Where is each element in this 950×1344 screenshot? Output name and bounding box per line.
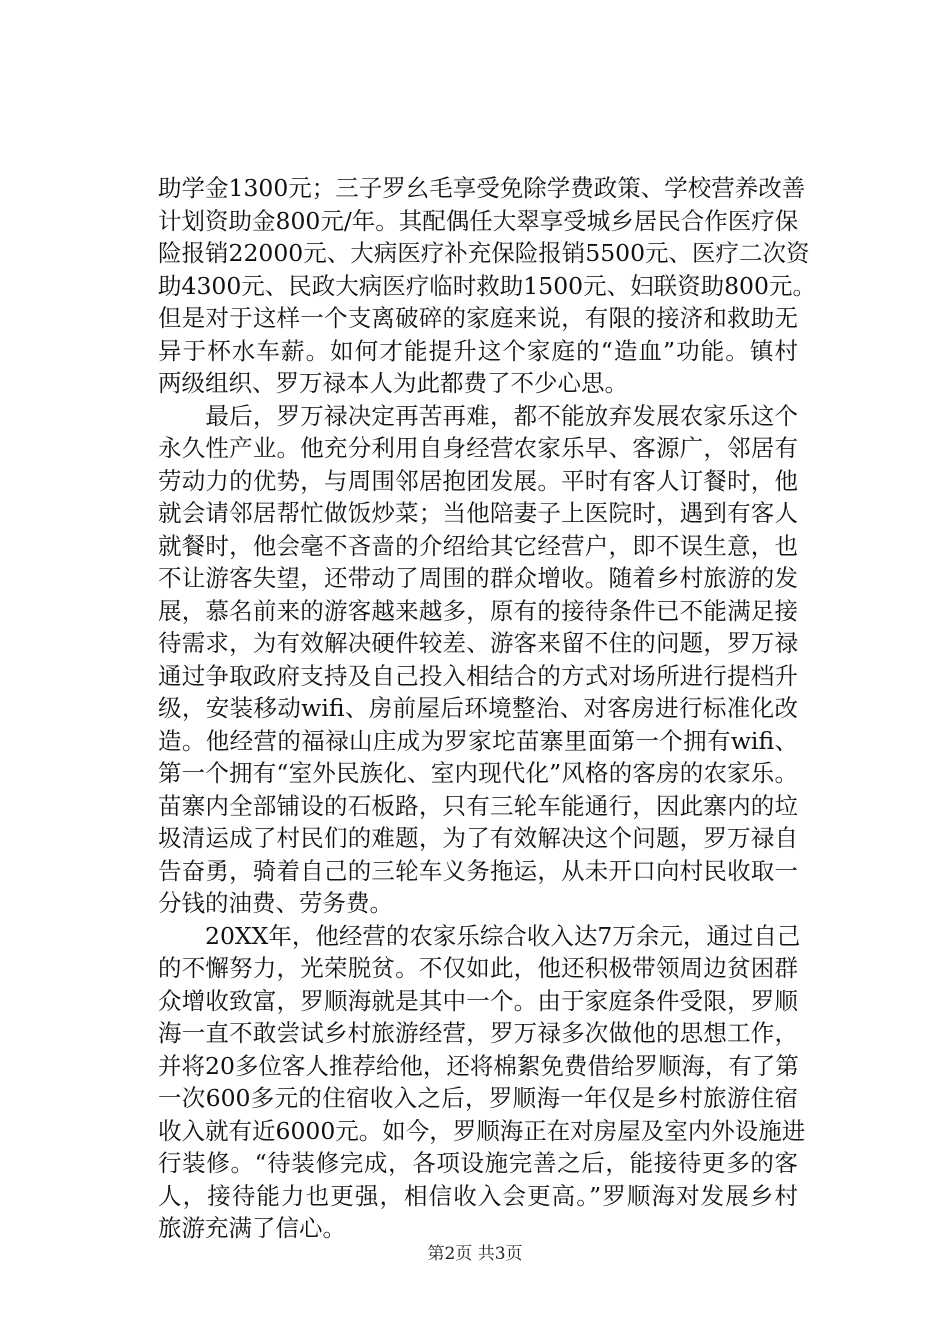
text-line: 劳动力的优势，与周围邻居抱团发展。平时有客人订餐时，他 bbox=[158, 466, 798, 495]
text-line: 险报销22000元、大病医疗补充保险报销5500元、医疗二次资 bbox=[158, 239, 810, 267]
text-line: 收入就有近6000元。如今，罗顺海正在对房屋及室内外设施进 bbox=[158, 1116, 806, 1145]
text-line: 第一个拥有“室外民族化、室内现代化”风格的客房的农家乐。 bbox=[158, 759, 798, 787]
text-line: 不让游客失望，还带动了周围的群众增收。随着乡村旅游的发 bbox=[158, 564, 798, 592]
text-line: 两级组织、罗万禄本人为此都费了不少心思。 bbox=[158, 369, 628, 397]
text-line: 计划资助金800元/年。其配偶任大翠享受城乡居民合作医疗保 bbox=[158, 206, 799, 235]
text-line: 行装修。“待装修完成，各项设施完善之后，能接待更多的客 bbox=[158, 1149, 798, 1177]
text-line: 圾清运成了村民们的难题，为了有效解决这个问题，罗万禄自 bbox=[158, 824, 798, 852]
text-line: 就餐时，他会毫不吝啬的介绍给其它经营户，即不误生意，也 bbox=[158, 531, 798, 560]
text-line: 旅游充满了信心。 bbox=[158, 1214, 346, 1242]
text-line: 人，接待能力也更强，相信收入会更高。”罗顺海对发展乡村 bbox=[158, 1181, 798, 1210]
text-line: 造。他经营的福禄山庄成为罗家坨苗寨里面第一个拥有wifi、 bbox=[158, 726, 798, 755]
text-line: 异于杯水车薪。如何才能提升这个家庭的“造血”功能。镇村 bbox=[158, 336, 798, 365]
text-line: 通过争取政府支持及自己投入相结合的方式对场所进行提档升 bbox=[158, 661, 798, 690]
text-line: 就会请邻居帮忙做饭炒菜；当他陪妻子上医院时，遇到有客人 bbox=[158, 499, 798, 527]
text-line: 告奋勇，骑着自己的三轮车义务拖运，从未开口向村民收取一 bbox=[158, 856, 798, 885]
text-line: 展，慕名前来的游客越来越多，原有的接待条件已不能满足接 bbox=[158, 596, 798, 625]
page-footer: 第2页 共3页 bbox=[427, 1244, 523, 1264]
text-line: 永久性产业。他充分利用自身经营农家乐早、客源广，邻居有 bbox=[158, 434, 798, 462]
text-line: 但是对于这样一个支离破碎的家庭来说，有限的接济和救助无 bbox=[158, 304, 798, 332]
text-line: 分钱的油费、劳务费。 bbox=[158, 889, 393, 917]
text-line: 海一直不敢尝试乡村旅游经营，罗万禄多次做他的思想工作， bbox=[158, 1019, 798, 1047]
body-text bbox=[158, 172, 816, 1245]
text-line: 并将20多位客人推荐给他，还将棉絮免费借给罗顺海，有了第 bbox=[158, 1051, 799, 1080]
text-line: 一次600多元的住宿收入之后，罗顺海一年仅是乡村旅游住宿 bbox=[158, 1084, 798, 1112]
text-line: 苗寨内全部铺设的石板路，只有三轮车能通行，因此寨内的垃 bbox=[158, 791, 798, 820]
text-line: 助学金1300元；三子罗幺毛享受免除学费政策、学校营养改善 bbox=[158, 174, 806, 202]
text-line: 级，安装移动wifi、房前屋后环境整治、对客房进行标准化改 bbox=[158, 694, 798, 722]
text-line: 最后，罗万禄决定再苦再难，都不能放弃发展农家乐这个 bbox=[158, 401, 798, 430]
text-line: 助4300元、民政大病医疗临时救助1500元、妇联资助800元。 bbox=[158, 271, 816, 300]
text-line: 的不懈努力，光荣脱贫。不仅如此，他还积极带领周边贫困群 bbox=[158, 954, 798, 982]
text-line: 20XX年，他经营的农家乐综合收入达7万余元，通过自己 bbox=[158, 921, 801, 950]
text-line: 众增收致富，罗顺海就是其中一个。由于家庭条件受限，罗顺 bbox=[158, 986, 798, 1015]
text-line: 待需求，为有效解决硬件较差、游客来留不住的问题，罗万禄 bbox=[158, 629, 798, 657]
